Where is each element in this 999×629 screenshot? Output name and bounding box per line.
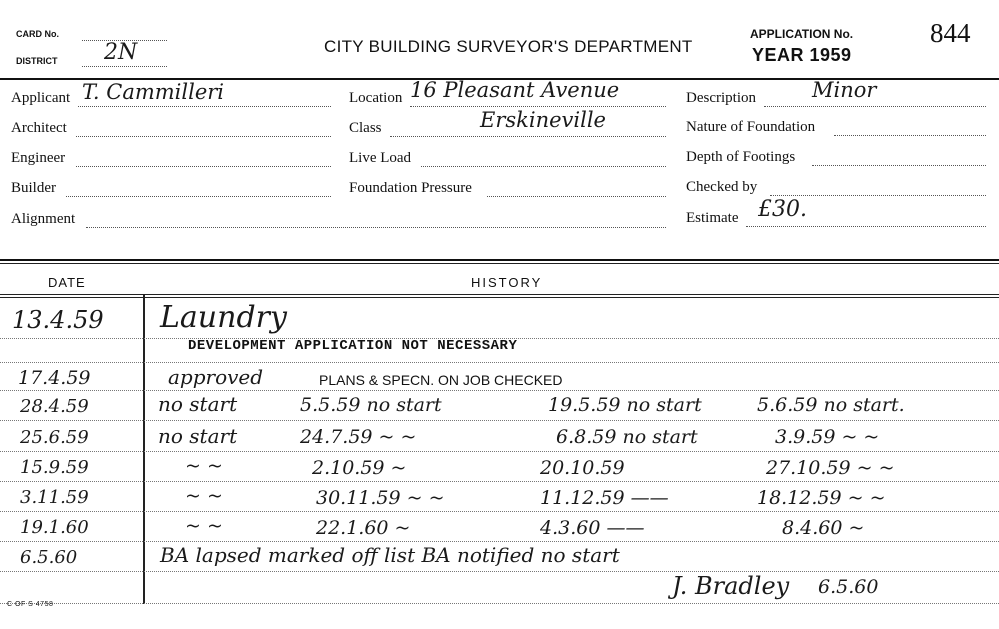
history-row-entry: 5.6.59 no start.: [757, 394, 905, 416]
history-row-entry: 22.1.60 ~: [316, 517, 411, 539]
location-label: Location: [349, 90, 403, 106]
foundation-pressure-label: Foundation Pressure: [349, 180, 472, 196]
signature: J. Bradley: [672, 572, 790, 600]
ruled-line: [0, 603, 999, 604]
year-label: YEAR 1959: [752, 45, 852, 65]
checked-line: [770, 195, 986, 196]
district-label: DISTRICT: [16, 56, 58, 66]
ruled-line: [0, 390, 999, 391]
application-no-label: APPLICATION No.: [750, 27, 854, 41]
history-row-entry: ~ ~: [185, 515, 223, 537]
form-code: C OF S 4758: [7, 601, 54, 608]
history-row-entry: approved: [168, 365, 264, 389]
depth-line: [812, 165, 986, 166]
description-value: Minor: [812, 78, 877, 102]
history-row-entry: 24.7.59 ~ ~: [300, 426, 417, 448]
history-row-date: 19.1.60: [20, 517, 89, 538]
applicant-label: Applicant: [11, 90, 71, 106]
development-stamp: DEVELOPMENT APPLICATION NOT NECESSARY: [188, 338, 518, 354]
history-row-entry: 19.5.59 no start: [548, 394, 702, 416]
history-row-entry: 3.9.59 ~ ~: [775, 426, 880, 448]
location-line: [410, 106, 666, 107]
description-line: [764, 106, 986, 107]
history-row-date: 6.5.60: [20, 547, 78, 568]
history-row-entry: 6.8.59 no start: [556, 426, 698, 448]
nature-of-foundation-label: Nature of Foundation: [686, 119, 816, 135]
history-row-date: 13.4.59: [12, 306, 104, 334]
builder-label: Builder: [11, 180, 56, 196]
history-row-entry: ~ ~: [185, 485, 223, 507]
history-row-entry: 11.12.59 ——: [540, 487, 669, 509]
history-row-entry: BA lapsed marked off list BA notified no start: [160, 543, 620, 567]
history-top-border: [0, 259, 999, 261]
history-row-entry: Laundry: [160, 300, 287, 335]
date-header: DATE: [48, 275, 86, 290]
estimate-value: £30.: [758, 197, 807, 222]
applicant-line: [78, 106, 331, 107]
department-title: CITY BUILDING SURVEYOR'S DEPARTMENT: [324, 37, 693, 56]
applicant-value: T. Cammilleri: [82, 80, 225, 104]
district-value: 2N: [104, 40, 138, 65]
plans-checked-stamp: PLANS & SPECN. ON JOB CHECKED: [319, 372, 563, 388]
history-row-entry: no start: [158, 392, 238, 416]
ruled-line: [0, 420, 999, 421]
alignment-line: [86, 227, 666, 228]
history-row-entry: 5.5.59 no start: [300, 394, 442, 416]
ruled-line: [0, 571, 999, 572]
estimate-line: [746, 226, 986, 227]
ruled-line: [0, 362, 999, 363]
signature-date: 6.5.60: [818, 576, 879, 598]
history-row-entry: no start: [158, 424, 238, 448]
description-label: Description: [686, 90, 756, 106]
ruled-line: [0, 511, 999, 512]
history-header-line: [0, 294, 999, 295]
builder-line: [66, 196, 331, 197]
architect-line: [76, 136, 331, 137]
history-row-entry: 4.3.60 ——: [540, 517, 645, 539]
nature-line: [834, 135, 986, 136]
ruled-line: [0, 541, 999, 542]
history-header: HISTORY: [471, 275, 543, 290]
history-row-entry: 8.4.60 ~: [782, 517, 865, 539]
architect-label: Architect: [11, 120, 67, 136]
foundation-pressure-line: [487, 196, 666, 197]
date-column-divider: [143, 294, 146, 604]
history-top-border-2: [0, 263, 999, 264]
engineer-line: [76, 166, 331, 167]
history-row-date: 25.6.59: [20, 427, 89, 448]
history-row-entry: 20.10.59: [540, 457, 625, 479]
history-row-date: 15.9.59: [20, 457, 89, 478]
history-row-date: 28.4.59: [20, 396, 89, 417]
location-value: 16 Pleasant Avenue: [410, 78, 620, 102]
class-label: Class: [349, 120, 382, 136]
live-load-line: [421, 166, 666, 167]
depth-of-footings-label: Depth of Footings: [686, 149, 796, 165]
live-load-label: Live Load: [349, 150, 412, 166]
alignment-label: Alignment: [11, 211, 76, 227]
history-row-entry: 27.10.59 ~ ~: [766, 457, 895, 479]
history-row-date: 3.11.59: [20, 487, 89, 508]
card-no-label: CARD No.: [16, 29, 59, 39]
history-row-entry: 2.10.59 ~: [312, 457, 407, 479]
history-row-entry: 30.11.59 ~ ~: [316, 487, 445, 509]
history-row-entry: ~ ~: [185, 455, 223, 477]
ruled-line: [0, 481, 999, 482]
location-value-2: Erskineville: [480, 108, 606, 132]
class-line: [390, 136, 666, 137]
history-header-line-2: [0, 297, 999, 298]
application-number: 844: [930, 18, 971, 48]
history-row-date: 17.4.59: [18, 367, 91, 389]
estimate-label: Estimate: [686, 210, 739, 226]
checked-by-label: Checked by: [686, 179, 758, 195]
engineer-label: Engineer: [11, 150, 66, 166]
district-line: [82, 66, 167, 67]
ruled-line: [0, 451, 999, 452]
history-row-entry: 18.12.59 ~ ~: [757, 487, 886, 509]
